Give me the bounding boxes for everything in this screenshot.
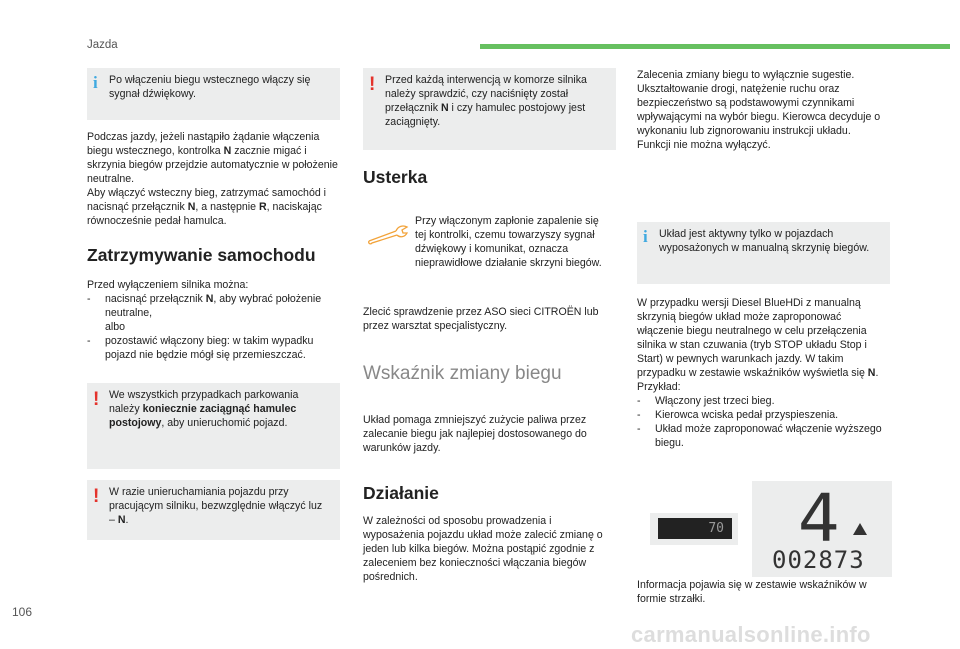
gear-indicator: 4 — [798, 480, 840, 557]
section-header-bar — [480, 44, 950, 49]
example-label: Przykład: — [637, 380, 681, 393]
heading-fault: Usterka — [363, 167, 428, 187]
info-icon: i — [643, 227, 648, 246]
operation-text: W zależności od sposobu prowadzenia i wyposażenia pojazdu układ może zalecić zmianę o jeden lub kilka biegów. Można postąpić zgodnie z zaleceniem bez konieczności włączania biegów pośrednich. — [363, 515, 603, 583]
fault-service-text: Zlecić sprawdzenie przez ASO sieci CITROËN lub przez warsztat specjalistyczny. — [363, 306, 599, 332]
suggestion-off-text: Funkcji nie można wyłączyć. — [637, 138, 771, 151]
info-box-text: Po włączeniu biegu wstecznego włączy się sygnał dźwiękowy. — [109, 74, 311, 100]
page-number: 106 — [12, 605, 33, 619]
instrument-mini-display — [650, 513, 738, 545]
odometer: 002873 — [772, 546, 865, 574]
list-item: - Układ może zaproponować włączenie wyższego biegu. — [637, 422, 882, 449]
warning-icon: ! — [369, 74, 376, 95]
reverse-text-2: Aby włączyć wsteczny bieg, zatrzymać samochód i nacisnąć przełącznik N, a następnie R, naciskając równocześnie pedał hamulca. — [87, 186, 327, 227]
warning-text: We wszystkich przypadkach parkowania należy koniecznie zaciągnąć hamulec postojowy, aby unieruchomić pojazd. — [109, 389, 299, 429]
stop-intro: Przed wyłączeniem silnika można: — [87, 279, 249, 291]
warning-box-intervention — [363, 68, 616, 150]
display-caption: Informacja pojawia się w zestawie wskaźników w formie strzałki. — [637, 579, 867, 605]
section-header: Jazda — [87, 39, 118, 51]
warning-box-parking — [87, 383, 340, 469]
info-box-reverse — [87, 68, 340, 120]
reverse-paragraph — [87, 131, 345, 229]
gsi-text: Układ pomaga zmniejszyć zużycie paliwa przez zalecanie biegu jak najlepiej dostosowanego do warunków jazdy. — [363, 414, 587, 454]
bluehdi-paragraph — [637, 297, 889, 451]
heading-operation: Działanie — [363, 483, 439, 503]
list-item: albo — [105, 320, 126, 333]
heading-gear-shift-indicator: Wskaźnik zmiany biegu — [363, 363, 562, 384]
wrench-icon — [366, 222, 410, 246]
list-item: - Kierowca wciska pedał przyspieszenia. — [637, 408, 839, 421]
bluehdi-text: W przypadku wersji Diesel BlueHDi z manualną skrzynią biegów układ może zaproponować włączenie biegu neutralnego w celu przełączenia silnika w stan czuwania (tryb STOP układu Stop i Start) w pewnych warunkach jazdy. W takim przypadku w zestawie wskaźników wyświetla się N. — [637, 297, 879, 379]
watermark: carmanualsonline.info — [631, 622, 871, 647]
warning-text: Przed każdą interwencją w komorze silnika należy sprawdzić, czy naciśnięty został przełącznik N i czy hamulec postojowy jest zaciągnięty. — [385, 74, 587, 128]
list-item: - pozostawić włączony bieg: w takim wypadku pojazd nie będzie mógł się przemieszczać. — [87, 334, 314, 361]
list-item: - nacisnąć przełącznik N, aby wybrać położenie neutralne, — [87, 292, 322, 319]
fault-text: Przy włączonym zapłonie zapalenie się tej kontrolki, czemu towarzyszy sygnał dźwiękowy i komunikat, oznacza nieprawidłowe działanie skrzyni biegów. — [415, 215, 602, 269]
mini-screen — [658, 518, 732, 539]
warning-box-engine — [87, 480, 340, 540]
gear-up-arrow-icon — [853, 523, 867, 535]
mini-display-value: 70 — [708, 521, 724, 536]
info-icon: i — [93, 73, 98, 92]
heading-stopping: Zatrzymywanie samochodu — [87, 245, 316, 265]
list-item: - Włączony jest trzeci bieg. — [637, 394, 775, 407]
warning-text: W razie unieruchamiania pojazdu przy pracującym silniku, bezwzględnie włączyć luz – N. — [109, 486, 323, 526]
info-box-text: Układ jest aktywny tylko w pojazdach wyposażonych w manualną skrzynię biegów. — [659, 228, 870, 254]
info-box-manual — [637, 222, 890, 284]
suggestion-paragraph — [637, 69, 892, 153]
warning-icon: ! — [93, 486, 100, 507]
suggestion-text: Zalecenia zmiany biegu to wyłącznie sugestie. Ukształtowanie drogi, natężenie ruchu oraz bezpieczeństwo są podstawowymi czynnikami wpływającymi na wybór biegu. Kierowca decyduje o wykonaniu lub zignorowaniu instrukcji układu. — [637, 69, 881, 137]
warning-icon: ! — [93, 389, 100, 410]
reverse-text-1: Podczas jazdy, jeżeli nastąpiło żądanie włączenia biegu wstecznego, kontrolka N zacznie migać i skrzynia biegów przejdzie automatycznie w położenie neutralne. — [87, 131, 338, 185]
instrument-cluster-display — [752, 481, 892, 577]
stop-list — [87, 279, 332, 363]
